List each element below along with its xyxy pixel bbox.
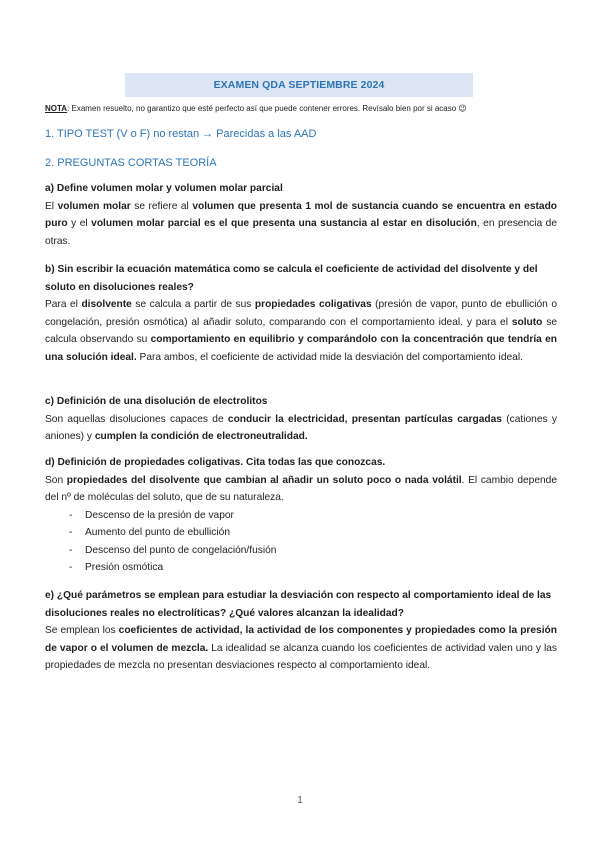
answer-bold: propiedades coligativas (254, 299, 372, 310)
question-a-answer (45, 198, 557, 251)
question-c-answer (45, 411, 557, 446)
answer-text: se refiere al (130, 200, 193, 212)
answer-bold: volumen que presenta 1 mol de sustancia cuando se encuentra en estado puro (45, 200, 558, 229)
answer-bold: volumen molar parcial es el que presenta una sustancia al estar en disolución (91, 218, 477, 229)
exam-title-text: EXAMEN QDA SEPTIEMBRE 2024 (213, 79, 385, 91)
answer-bold: disolvente (81, 299, 132, 310)
answer-text: Son (45, 474, 67, 486)
answer-text: El (45, 200, 58, 212)
answer-bold: cumplen la condición de electroneutralidad. (94, 431, 308, 442)
question-c (45, 393, 557, 446)
answer-bold: comportamiento en equilibrio y comparándolo con la concentración que tendría en una solución ideal. (45, 334, 557, 363)
answer-bold: soluto (511, 316, 543, 328)
question-a (45, 180, 557, 250)
question-b-title: b) Sin escribir la ecuación matemática como se calcula el coeficiente de actividad del disolvente y del soluto en disoluciones reales? (45, 264, 538, 293)
list-item: - Presión osmótica (45, 559, 557, 577)
question-a-title: a) Define volumen molar y volumen molar parcial (45, 183, 283, 194)
answer-bold: propiedades del disolvente que cambian al añadir un soluto poco o nada volátil (66, 474, 462, 486)
list-item: - Descenso del punto de congelación/fusión (45, 542, 557, 560)
question-d-answer (45, 472, 557, 507)
answer-text: Para ambos, el coeficiente de actividad mide la desviación del comportamiento ideal. (136, 351, 523, 363)
answer-bold: volumen molar (57, 200, 131, 212)
section-heading-theory: 2. PREGUNTAS CORTAS TEORÍA (45, 157, 217, 169)
answer-text: . El cambio depende del nº de moléculas del soluto, que de su naturaleza. (45, 474, 557, 503)
answer-text: se calcula observando su (45, 316, 558, 345)
question-e (45, 587, 557, 675)
section-heading-test: 1. TIPO TEST (V o F) no restan → Parecidas a las AAD (45, 128, 317, 140)
question-d (45, 454, 557, 577)
answer-text: La idealidad se alcanza cuando los coeficientes de actividad valen uno y las propiedades de mezcla no presentan desviaciones respecto al comportamiento ideal. (45, 642, 557, 671)
answer-text: Se emplean los (45, 625, 119, 636)
answer-text: Son aquellas disoluciones capaces de (45, 413, 228, 425)
answer-text: (cationes y aniones) y (45, 413, 557, 442)
answer-text: (presión de vapor, punto de ebullición o congelación, presión osmótica) al añadir soluto, comparando con el comportamiento ideal. y para el (45, 299, 557, 328)
list-item: - Descenso de la presión de vapor (45, 507, 557, 525)
answer-text: se calcula a partir de sus (131, 299, 255, 310)
question-b-answer (45, 296, 557, 366)
question-c-title: c) Definición de una disolución de electrolitos (45, 396, 268, 407)
question-e-answer (45, 622, 557, 675)
colligative-properties-list (45, 507, 557, 577)
note-label: NOTA (45, 104, 68, 113)
list-item: - Aumento del punto de ebullición (45, 524, 557, 542)
exam-title (125, 73, 473, 97)
question-d-title: d) Definición de propiedades coligativas. Cita todas las que conozcas. (45, 457, 386, 468)
page-number: 1 (297, 795, 303, 806)
question-e-title: e) ¿Qué parámetros se emplean para estudiar la desviación con respecto al comportamiento ideal de las disoluciones reales no electrolíticas? ¿Qué valores alcanzan la idealidad? (45, 590, 552, 619)
disclaimer-note (45, 103, 555, 114)
note-text: : Examen resuelto, no garantizo que esté perfecto así que puede contener errores. Revísalo bien por si acaso 😉 (67, 104, 467, 113)
question-b (45, 261, 557, 366)
answer-bold: conducir la electricidad, presentan partículas cargadas (227, 413, 502, 425)
answer-text: y el (67, 218, 92, 229)
answer-bold: coeficientes de actividad, la actividad de los componentes y propiedades como la presión de vapor o el volumen de mezcla. (45, 625, 557, 654)
answer-text: Para el (45, 299, 82, 310)
answer-text: , en presencia de otras. (45, 218, 557, 247)
